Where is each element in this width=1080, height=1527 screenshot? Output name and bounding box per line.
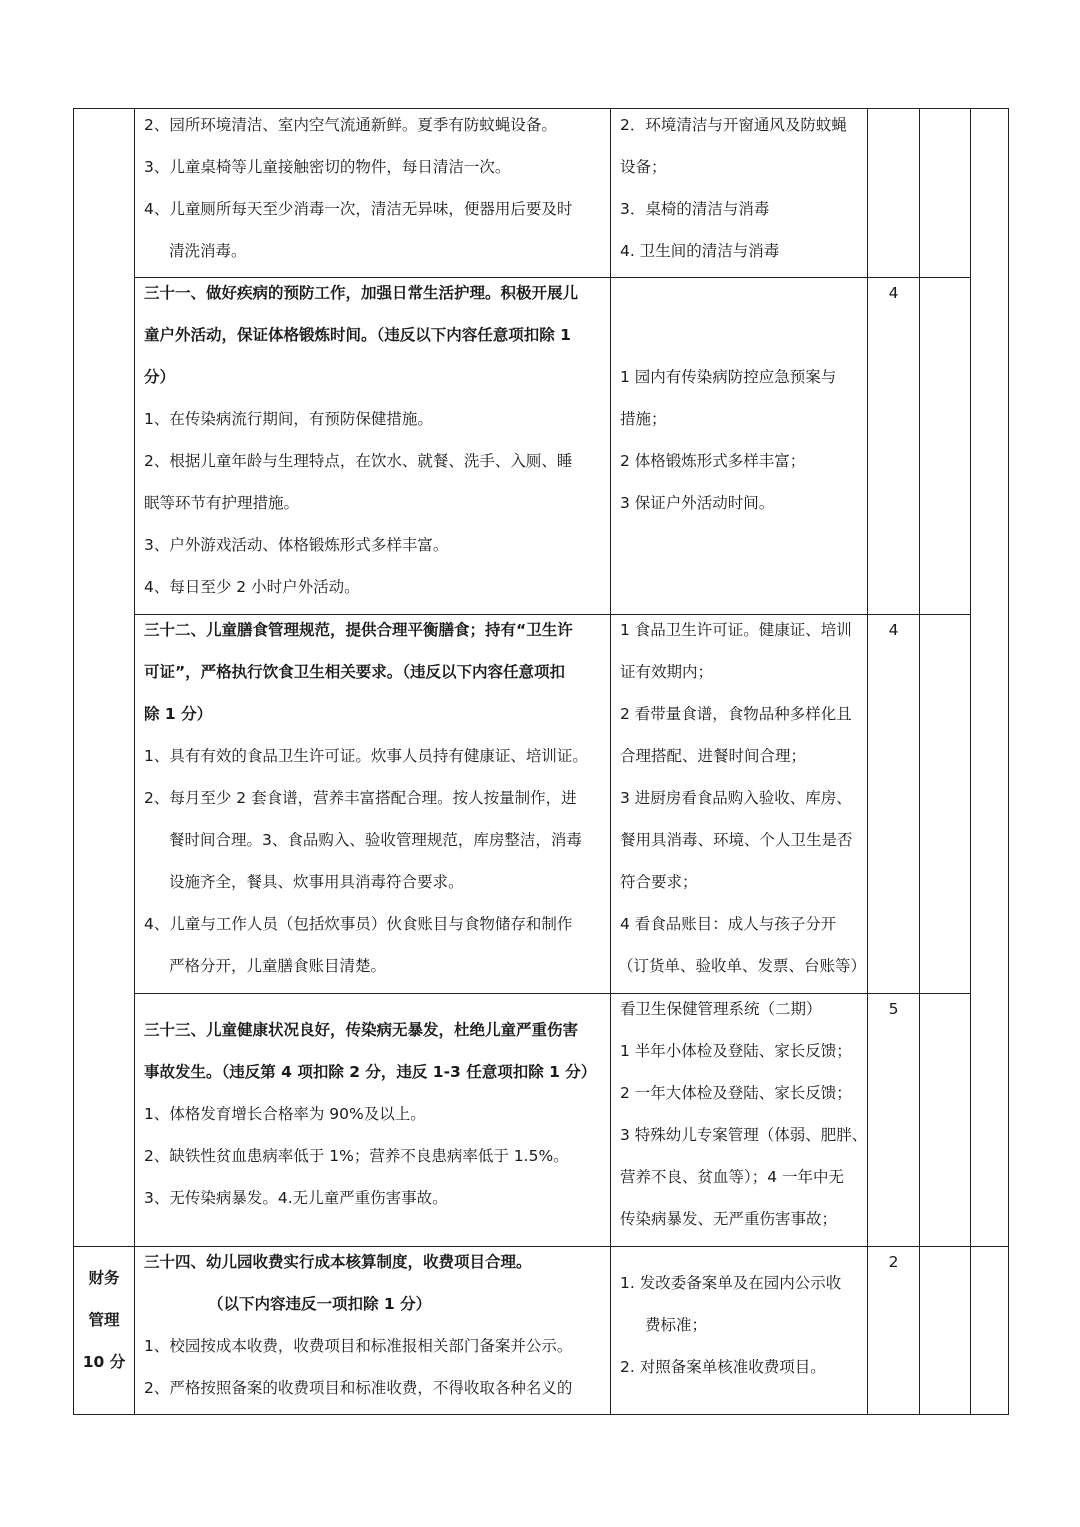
criteria-line: 2、缺铁性贫血患病率低于 1%；营养不良患病率低于 1.5%。 [144,1147,569,1165]
criteria-cell [144,110,610,278]
criteria-cell [144,615,610,993]
method-line: 营养不良、贫血等）；4 一年中无 [620,1168,845,1186]
table-border-top [73,108,1009,109]
method-line: 合理搭配、进餐时间合理； [620,747,807,765]
method-line: 1 半年小体检及登陆、家长反馈； [620,1042,852,1060]
criteria-line: 童户外活动，保证体格锻炼时间。（违反以下内容任意项扣除 1 [144,326,571,344]
criteria-cell [144,1247,610,1415]
method-cell [620,1268,866,1394]
criteria-line: 餐时间合理。3、食品购入、验收管理规范，库房整洁，消毒 [169,831,582,849]
method-line: 4. 卫生间的清洁与消毒 [620,242,780,260]
method-line: （订货单、验收单、发票、台账等） [618,957,867,975]
method-line: 2 一年大体检及登陆、家长反馈； [620,1084,852,1102]
criteria-line: 清洗消毒。 [169,242,247,260]
method-line: 2 看带量食谱，食物品种多样化且 [620,705,852,723]
method-line: 3 特殊幼儿专案管理（体弱、肥胖、 [620,1126,868,1144]
method-line: 1 园内有传染病防控应急预案与 [620,368,837,386]
method-cell [620,615,866,993]
criteria-line: 1、在传染病流行期间，有预防保健措施。 [144,410,433,428]
category-line: 10 分 [82,1353,126,1371]
criteria-line: 4、儿童与工作人员（包括炊事员）伙食账目与食物储存和制作 [144,915,573,933]
method-line: 餐用具消毒、环境、个人卫生是否 [620,831,853,849]
method-line: 2. 对照备案单核准收费项目。 [620,1358,826,1376]
criteria-line: 眠等环节有护理措施。 [144,494,300,512]
criteria-line: 2、严格按照备案的收费项目和标准收费，不得收取各种名义的 [144,1379,573,1397]
criteria-line: 3、无传染病暴发。4.无儿童严重伤害事故。 [144,1189,448,1207]
criteria-line: 分） [144,368,176,386]
method-line: 符合要求； [620,873,698,891]
criteria-line: （以下内容违反一项扣除 1 分） [208,1295,432,1313]
criteria-line: 1、体格发育增长合格率为 90%及以上。 [144,1105,426,1123]
criteria-line: 三十一、做好疾病的预防工作，加强日常生活护理。积极开展儿 [144,284,579,302]
criteria-line: 3、户外游戏活动、体格锻炼形式多样丰富。 [144,536,449,554]
table-divider-col6 [970,108,971,1415]
method-line: 证有效期内； [620,663,714,681]
criteria-line: 三十三、儿童健康状况良好，传染病无暴发，杜绝儿童严重伤害 [144,1021,579,1039]
table-divider-score [867,108,868,1415]
criteria-line: 3、儿童桌椅等儿童接触密切的物件，每日清洁一次。 [144,158,511,176]
score-value: 4 [888,284,899,302]
method-line: 3 进厨房看食品购入验收、库房、 [620,789,852,807]
criteria-line: 三十二、儿童膳食管理规范，提供合理平衡膳食；持有“卫生许 [144,621,573,639]
category-line: 管理 [88,1311,120,1329]
criteria-line: 2、每月至少 2 套食谱，营养丰富搭配合理。按人按量制作，进 [144,789,577,807]
method-line: 2．环境清洁与开窗通风及防蚊蝇 [620,116,847,134]
method-line: 1. 发改委备案单及在园内公示收 [620,1274,842,1292]
criteria-line: 2、园所环境清洁、室内空气流通新鲜。夏季有防蚊蝇设备。 [144,116,557,134]
method-cell [620,110,866,278]
criteria-line: 1、具有有效的食品卫生许可证。炊事人员持有健康证、培训证。 [144,747,588,765]
criteria-cell [144,278,610,614]
method-cell [620,994,866,1246]
method-line: 2 体格锻炼形式多样丰富； [620,452,806,470]
method-line: 看卫生保健管理系统（二期） [620,1000,822,1018]
score-value: 2 [888,1253,899,1271]
method-line: 设备； [620,158,667,176]
method-line: 费标准； [645,1316,708,1334]
table-divider-col5 [919,108,920,1415]
method-line: 1 食品卫生许可证。健康证、培训 [620,621,852,639]
criteria-line: 除 1 分） [144,705,213,723]
criteria-line: 4、儿童厕所每天至少消毒一次，清洁无异味，便器用后要及时 [144,200,573,218]
criteria-line: 事故发生。（违反第 4 项扣除 2 分，违反 1-3 任意项扣除 1 分） [144,1063,597,1081]
method-cell [620,362,866,530]
table-divider-category [134,108,135,1415]
method-line: 3 保证户外活动时间。 [620,494,775,512]
criteria-line: 严格分开，儿童膳食账目清楚。 [169,957,387,975]
table-border-left [73,108,74,1415]
criteria-cell [144,1015,610,1225]
criteria-line: 可证”，严格执行饮食卫生相关要求。（违反以下内容任意项扣 [144,663,565,681]
table-divider-method [610,108,611,1415]
method-line: 3．桌椅的清洁与消毒 [620,200,770,218]
method-line: 4 看食品账目：成人与孩子分开 [620,915,837,933]
criteria-line: 三十四、幼儿园收费实行成本核算制度，收费项目合理。 [144,1253,532,1271]
score-value: 5 [888,1000,899,1018]
criteria-line: 设施齐全，餐具、炊事用具消毒符合要求。 [169,873,464,891]
method-line: 措施； [620,410,667,428]
criteria-line: 2、根据儿童年龄与生理特点，在饮水、就餐、洗手、入厕、睡 [144,452,573,470]
category-label [74,1263,134,1389]
category-line: 财务 [88,1269,120,1287]
criteria-line: 1、校园按成本收费，收费项目和标准报相关部门备案并公示。 [144,1337,573,1355]
score-value: 4 [888,621,899,639]
method-line: 传染病暴发、无严重伤害事故； [620,1210,838,1228]
table-border-right [1008,108,1009,1415]
criteria-line: 4、每日至少 2 小时户外活动。 [144,578,360,596]
